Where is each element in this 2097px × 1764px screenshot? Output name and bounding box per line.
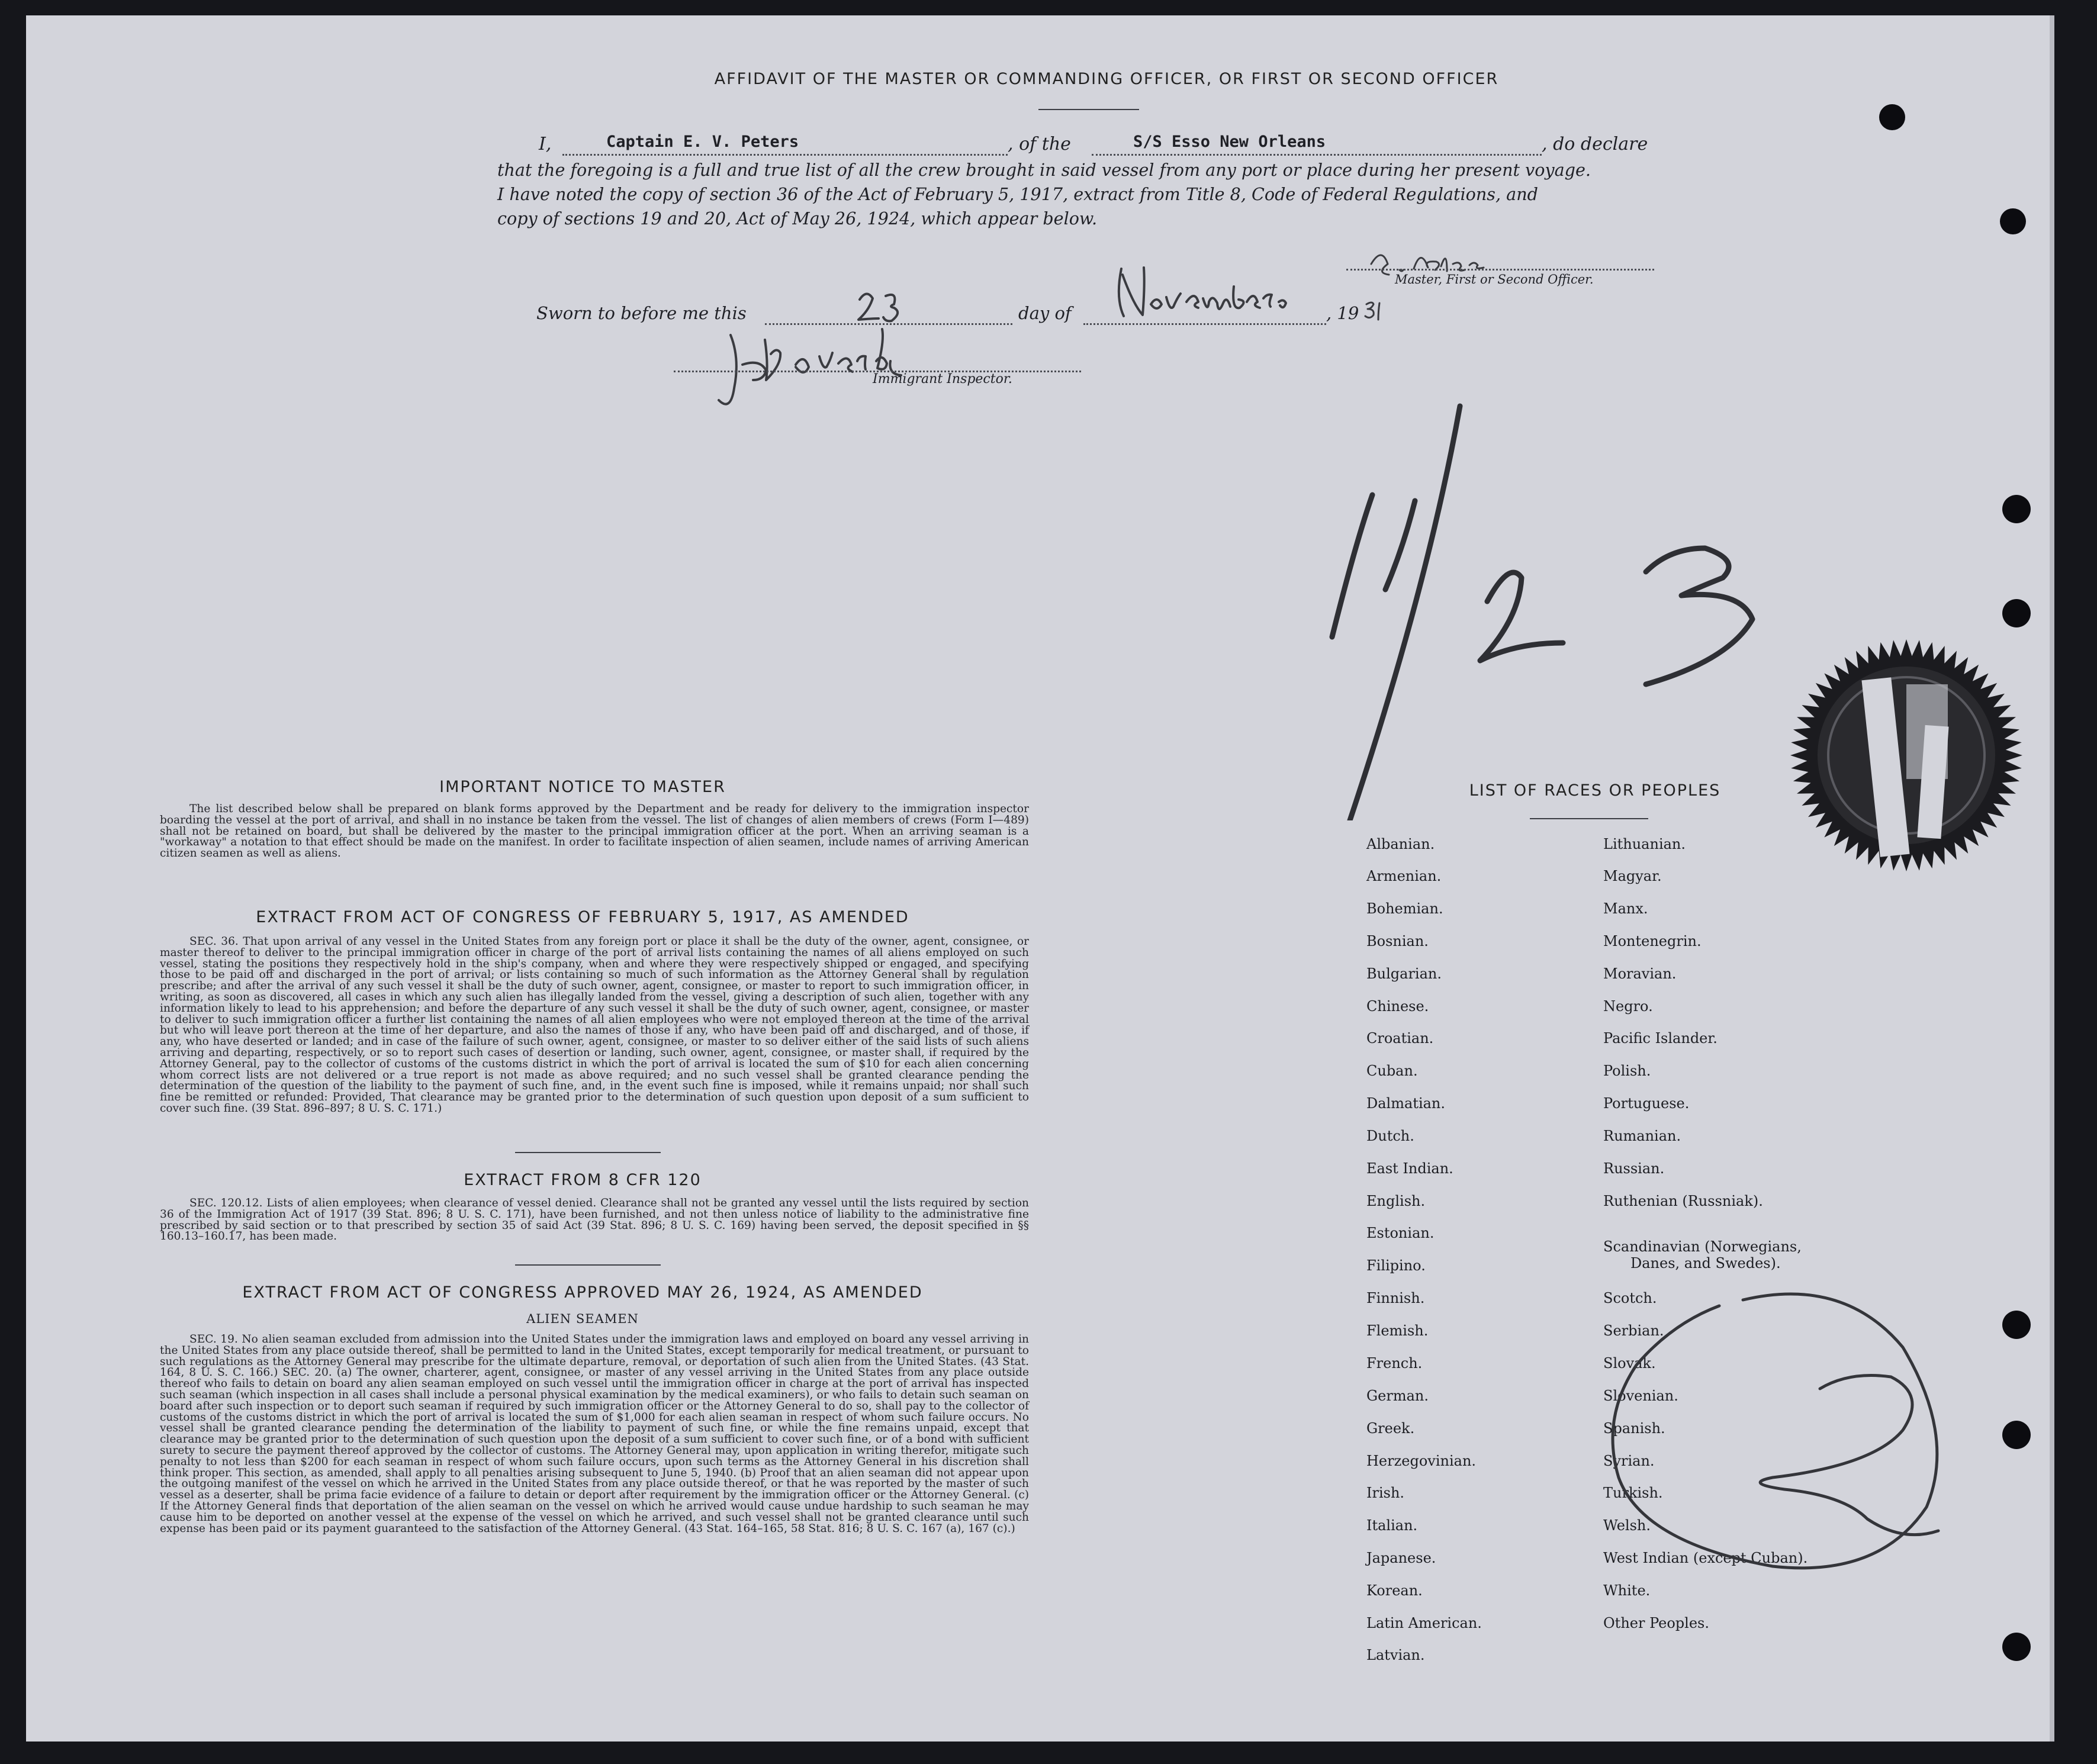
race-item: Serbian. xyxy=(1603,1322,1664,1339)
affidavit-of-the: , of the xyxy=(1008,134,1071,154)
binder-hole xyxy=(2002,1633,2031,1661)
master-caption: Master, First or Second Officer. xyxy=(1395,272,1594,287)
circled-number-mark xyxy=(1595,1282,1962,1590)
extract-1924-title: EXTRACT FROM ACT OF CONGRESS APPROVED MAY 26, 1924, AS AMENDED xyxy=(242,1283,923,1302)
race-item: Croatian. xyxy=(1366,1030,1434,1047)
handwritten-date-mark xyxy=(1314,394,1788,820)
race-item: Italian. xyxy=(1366,1517,1418,1534)
race-item: Latin American. xyxy=(1366,1615,1482,1631)
affidavit-title: AFFIDAVIT OF THE MASTER OR COMMANDING OFFICER, OR FIRST OR SECOND OFFICER xyxy=(714,70,1499,88)
race-item: Chinese. xyxy=(1366,998,1429,1015)
sworn-month-line xyxy=(1083,323,1326,325)
notice-text: The list described below shall be prepared on blank forms approved by the Department and be ready for delivery to the immigration inspector boarding the vessel at the port of arrival, and shall in no instance be taken from the vessel. The list of changes of alien members of crews (Form I—489) shall not be retained on board, but shall be delivered by the master to the principal immigration officer at the port. When an arriving seaman is a "workaway" a notation to that effect should be made on the manifest. In order to facilitate inspection of alien seamen, include names of arriving American citizen seamen as well as aliens. xyxy=(160,803,1029,860)
race-item: Syrian. xyxy=(1603,1453,1655,1469)
race-item: Scandinavian (Norwegians, xyxy=(1603,1238,1802,1255)
affidavit-i: I, xyxy=(539,134,552,154)
race-item: Other Peoples. xyxy=(1603,1615,1709,1631)
extract-cfr-text: SEC. 120.12. Lists of alien employees; when clearance of vessel denied. Clearance shall not be granted any vessel until the lists required by section 36 of the Immigration Act of 1917 (39 Stat. 896; 8 U. S. C. 171), have been furnished, and not then unless notice of liability to the administrative fine prescribed by said section or to that prescribed by section 35 of said Act (39 Stat. 896; 8 U. S. C. 169) having been served, the deposit specified in §§ 160.13–160.17, has been made. xyxy=(160,1197,1029,1243)
race-item: Korean. xyxy=(1366,1582,1423,1599)
race-item: Turkish. xyxy=(1603,1485,1663,1501)
binder-hole xyxy=(2002,599,2031,627)
document-page xyxy=(26,15,2054,1742)
affidavit-line-4: copy of sections 19 and 20, Act of May 26, 1924, which appear below. xyxy=(497,208,1098,228)
race-item: Negro. xyxy=(1603,998,1653,1015)
affidavit-line-3: I have noted the copy of section 36 of the Act of February 5, 1917, extract from Title 8, Code of Federal Regulations, and xyxy=(497,184,1538,204)
race-item: Dalmatian. xyxy=(1366,1095,1446,1112)
race-item: Flemish. xyxy=(1366,1322,1429,1339)
vessel-name-line xyxy=(1092,154,1542,156)
binder-hole xyxy=(2002,1421,2031,1449)
race-item: Bosnian. xyxy=(1366,933,1429,949)
race-item: German. xyxy=(1366,1388,1429,1404)
race-item: Japanese. xyxy=(1366,1550,1436,1566)
inspector-caption: Immigrant Inspector. xyxy=(873,372,1012,387)
race-item: Montenegrin. xyxy=(1603,933,1702,949)
race-item: Filipino. xyxy=(1366,1257,1426,1274)
race-item: Pacific Islander. xyxy=(1603,1030,1718,1047)
race-item: Bohemian. xyxy=(1366,900,1443,917)
affidavit-do-declare: , do declare xyxy=(1542,134,1648,154)
sworn-month-handwritten xyxy=(1109,263,1317,322)
binder-hole xyxy=(1879,104,1905,130)
race-item: Slovenian. xyxy=(1603,1388,1678,1404)
race-item: Portuguese. xyxy=(1603,1095,1690,1112)
race-item: Welsh. xyxy=(1603,1517,1651,1534)
master-name-line xyxy=(562,154,1008,156)
race-item: Armenian. xyxy=(1366,868,1442,884)
race-item: Spanish. xyxy=(1603,1420,1665,1437)
race-item: Latvian. xyxy=(1366,1647,1425,1663)
rule-2 xyxy=(515,1264,661,1266)
binder-hole xyxy=(2002,1311,2031,1339)
notice-title: IMPORTANT NOTICE TO MASTER xyxy=(439,778,726,796)
binder-hole xyxy=(2002,495,2031,523)
notary-seal xyxy=(1788,637,2025,874)
sworn-year-handwritten xyxy=(1363,300,1387,323)
race-item: English. xyxy=(1366,1193,1426,1209)
master-name: Captain E. V. Peters xyxy=(606,133,799,151)
race-item: Irish. xyxy=(1366,1485,1405,1501)
rule-1 xyxy=(515,1152,661,1153)
race-item: Polish. xyxy=(1603,1063,1651,1079)
race-item: East Indian. xyxy=(1366,1160,1453,1177)
race-item: Rumanian. xyxy=(1603,1128,1681,1144)
race-item: Albanian. xyxy=(1366,836,1435,852)
sworn-day-handwritten xyxy=(855,287,908,328)
race-item: Ruthenian (Russniak). xyxy=(1603,1193,1763,1209)
vessel-name: S/S Esso New Orleans xyxy=(1133,133,1326,151)
race-item: Lithuanian. xyxy=(1603,836,1686,852)
race-item: French. xyxy=(1366,1355,1423,1372)
races-rule xyxy=(1530,818,1648,819)
race-item: West Indian (except Cuban). xyxy=(1603,1550,1808,1566)
race-item: Finnish. xyxy=(1366,1290,1425,1306)
race-item: Bulgarian. xyxy=(1366,965,1442,982)
race-item: Cuban. xyxy=(1366,1063,1418,1079)
sworn-year-prefix: , 19 xyxy=(1326,303,1359,323)
extract-1917-title: EXTRACT FROM ACT OF CONGRESS OF FEBRUARY 5, 1917, AS AMENDED xyxy=(256,908,909,926)
race-item: Dutch. xyxy=(1366,1128,1414,1144)
race-item: Moravian. xyxy=(1603,965,1677,982)
races-title: LIST OF RACES OR PEOPLES xyxy=(1469,781,1721,800)
race-item: Scotch. xyxy=(1603,1290,1657,1306)
race-item: Greek. xyxy=(1366,1420,1415,1437)
binder-hole xyxy=(2000,208,2026,234)
race-item: Herzegovinian. xyxy=(1366,1453,1477,1469)
title-rule xyxy=(1038,109,1139,110)
extract-cfr-title: EXTRACT FROM 8 CFR 120 xyxy=(464,1171,702,1189)
race-item: White. xyxy=(1603,1582,1651,1599)
extract-1924-text: SEC. 19. No alien seaman excluded from admission into the United States under the immigration laws and employed on board any vessel arriving in the United States from any place outside thereof, shall be permitted to land in the United States, except temporarily for medical treatment, or pursuant to such regulations as the Attorney General may prescribe for the ultimate departure, removal, or deportation of such alien from the United States. (43 Stat. 164, 8 U. S. C. 166.) SEC. 20. (a) The owner, charterer, agent, consignee, or master of any vessel arriving in the United States from any place outside thereof who fails to detain on board any alien seaman employed on such vessel until the immigration officer in charge at the port of arrival has inspected such seaman (which inspection in all cases shall include a personal physical examination by the medical examiners), or who fails to detain such seaman on board after such inspection or to deport such seaman if required by such immigration officer or the Attorney General to do so, shall pay to the collector of customs of the customs district in which the port of arrival is located the sum of $1,000 for each alien seaman in respect of whom such failure occurs. No vessel shall be granted clearance pending the determination of the liability to payment of such fine, or while the fine remains unpaid, except that clearance may be granted prior to the determination of such question upon the deposit of a sum sufficient to cover such fine, or of a bond with sufficient surety to secure the payment thereof approved by the collector of customs. The Attorney General may, upon application in writing therefor, mitigate such penalty to not less than $200 for each seaman in respect of whom such failure occurs, upon such terms as the Attorney General in his discretion shall think proper. This section, as amended, shall apply to all penalties arising subsequent to June 5, 1940. (b) Proof that an alien seaman did not appear upon the outgoing manifest of the vessel on which he arrived in the United States from any place outside thereof, or that he was reported by the master of such vessel as a deserter, shall be prima facie evidence of a failure to detain or deport after requirement by the immigration officer or the Attorney General. (c) If the Attorney General finds that deportation of the alien seaman on the vessel on which he arrived would cause undue hardship to such seaman he may cause him to be deported on another vessel at the expense of the vessel on which he arrived, and such vessel shall not be granted clearance until such expense has been paid or its payment guaranteed to the satisfaction of the Attorney General. (43 Stat. 164–165, 58 Stat. 816; 8 U. S. C. 167 (a), 167 (c).) xyxy=(160,1333,1029,1535)
sworn-prefix: Sworn to before me this xyxy=(536,303,747,323)
race-item-continuation: Danes, and Swedes). xyxy=(1630,1255,1781,1272)
race-item: Manx. xyxy=(1603,900,1648,917)
master-signature-line xyxy=(1346,269,1654,271)
race-item: Magyar. xyxy=(1603,868,1662,884)
race-item: Slovak. xyxy=(1603,1355,1656,1372)
race-item: Estonian. xyxy=(1366,1225,1435,1241)
race-item: Russian. xyxy=(1603,1160,1665,1177)
sworn-day-of: day of xyxy=(1018,303,1072,323)
extract-1917-text: SEC. 36. That upon arrival of any vessel in the United States from any foreign port or place it shall be the duty of the owner, agent, consignee, or master thereof to deliver to the principal immigration officer in charge of the port of arrival lists containing the names of all aliens employed on such vessel, stating the positions they respectively hold in the ship's company, when and where they were respectively shipped or engaged, and specifying those to be paid off and discharged in the port of arrival; or lists containing so much of such information as the Attorney General shall by regulation prescribe; and after the arrival of any such vessel it shall be the duty of such owner, agent, consignee, or master to report to such immigration officer, in writing, as soon as discovered, all cases in which any such alien has illegally landed from the vessel, giving a description of such alien, together with any information likely to lead to his apprehension; and before the departure of any such vessel it shall be the duty of such owner, agent, consignee, or master to deliver to such immigration officer a further list containing the names of all alien employees who were not employed thereon at the time of the arrival but who will leave port thereon at the time of her departure, and also the names of those if any, who have been paid off and discharged, and of those, if any, who have deserted or landed; and in case of the failure of such owner, agent, consignee, or master to so deliver either of the said lists of such aliens arriving and departing, respectively, or so to report such cases of desertion or landing, such owner, agent, consignee, or master shall, if required by the Attorney General, pay to the collector of customs of the customs district in which the port of arrival is located the sum of $10 for each alien concerning whom correct lists are not delivered or a true report is not made as above required; and no such vessel shall be granted clearance pending the determination of the question of the liability to the payment of such fine, and, in the event such fine is imposed, while it remains unpaid; nor shall such fine be remitted or refunded: Provided, That clearance may be granted prior to the determination of such question upon deposit of a sum sufficient to cover such fine. (39 Stat. 896–897; 8 U. S. C. 171.) xyxy=(160,935,1029,1115)
extract-1924-subtitle: ALIEN SEAMEN xyxy=(526,1312,639,1326)
affidavit-line-2: that the foregoing is a full and true list of all the crew brought in said vessel from any port or place during her present voyage. xyxy=(497,160,1591,180)
